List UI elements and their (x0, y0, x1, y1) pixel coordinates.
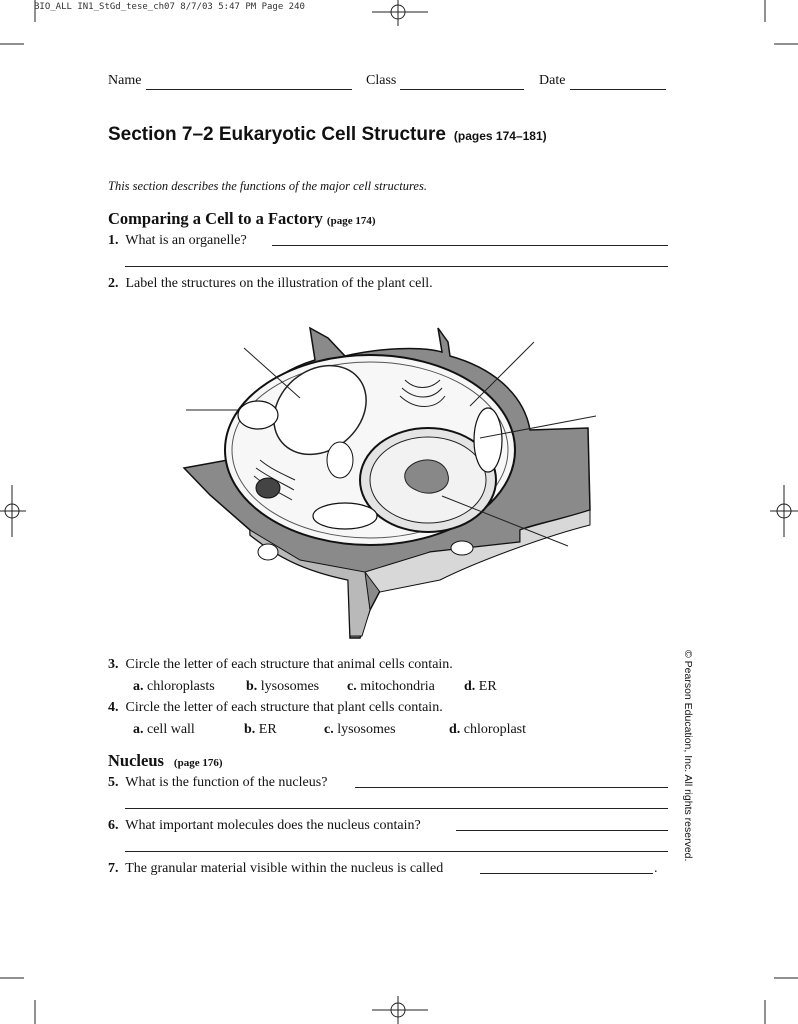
choice-text: mitochondria (360, 679, 435, 694)
nucleus-heading-text: Nucleus (108, 751, 164, 770)
date-label: Date (539, 73, 566, 88)
class-label: Class (366, 73, 397, 88)
question-text: Circle the letter of each structure that animal cells contain. (125, 657, 453, 672)
choice-4d[interactable] (449, 722, 526, 738)
question-number: 1. (108, 233, 119, 248)
answer-line[interactable] (272, 245, 668, 246)
choice-letter: d. (464, 679, 476, 694)
choice-letter: a. (133, 722, 144, 737)
factory-heading-text: Comparing a Cell to a Factory (108, 209, 323, 228)
choice-text: lysosomes (337, 722, 396, 737)
section-title-text: Section 7–2 Eukaryotic Cell Structure (108, 124, 446, 145)
section-title (108, 124, 547, 146)
question-number: 4. (108, 700, 119, 715)
choice-text: ER (478, 679, 497, 694)
choice-text: chloroplasts (147, 679, 215, 694)
answer-line[interactable] (125, 851, 668, 852)
choice-3a[interactable] (133, 679, 215, 695)
question-text: The granular material visible within the nucleus is called (125, 861, 444, 876)
question-3 (108, 657, 453, 673)
answer-line[interactable] (456, 830, 668, 831)
choice-4b[interactable] (244, 722, 277, 738)
copyright-notice: © Pearson Education, Inc. All rights reserved. (682, 650, 694, 862)
question-7 (108, 861, 443, 877)
choice-3b[interactable] (246, 679, 319, 695)
question-number: 5. (108, 775, 119, 790)
question-6 (108, 818, 421, 834)
choice-3c[interactable] (347, 679, 435, 695)
class-field[interactable] (400, 89, 524, 90)
choice-4a[interactable] (133, 722, 195, 738)
choice-text: chloroplast (463, 722, 527, 737)
choice-letter: b. (246, 679, 258, 694)
question-5 (108, 775, 327, 791)
choice-4c[interactable] (324, 722, 396, 738)
answer-line[interactable] (480, 873, 653, 874)
question-number: 3. (108, 657, 119, 672)
factory-heading (108, 209, 376, 229)
question-text: What is an organelle? (125, 233, 247, 248)
answer-line[interactable] (355, 787, 668, 788)
choice-letter: c. (324, 722, 334, 737)
answer-line[interactable] (125, 808, 668, 809)
question-7-period: . (654, 861, 658, 876)
choice-text: ER (258, 722, 277, 737)
section-intro: This section describes the functions of the major cell structures. (108, 179, 427, 193)
choice-text: lysosomes (260, 679, 320, 694)
answer-line[interactable] (125, 266, 668, 267)
choice-text: cell wall (147, 722, 195, 737)
section-pages: (pages 174–181) (453, 129, 547, 143)
name-field[interactable] (146, 89, 352, 90)
choice-letter: d. (449, 722, 461, 737)
question-text: Label the structures on the illustration of the plant cell. (125, 276, 433, 291)
choice-letter: b. (244, 722, 256, 737)
question-2 (108, 276, 433, 292)
nucleus-heading (108, 751, 223, 771)
nucleus-pages: (page 176) (173, 757, 223, 769)
question-number: 2. (108, 276, 119, 291)
date-field[interactable] (570, 89, 666, 90)
plant-cell-illustration (180, 320, 600, 640)
factory-pages: (page 174) (326, 215, 376, 227)
question-text: What important molecules does the nucleus contain? (125, 818, 421, 833)
choice-letter: c. (347, 679, 357, 694)
question-number: 7. (108, 861, 119, 876)
choice-3d[interactable] (464, 679, 497, 695)
question-text: What is the function of the nucleus? (125, 775, 328, 790)
choice-letter: a. (133, 679, 144, 694)
question-number: 6. (108, 818, 119, 833)
print-slug: BIO_ALL IN1_StGd_tese_ch07 8/7/03 5:47 PM Page 240 (34, 2, 305, 12)
name-label: Name (108, 73, 142, 88)
question-4 (108, 700, 443, 716)
question-1 (108, 233, 247, 249)
question-text: Circle the letter of each structure that plant cells contain. (125, 700, 443, 715)
